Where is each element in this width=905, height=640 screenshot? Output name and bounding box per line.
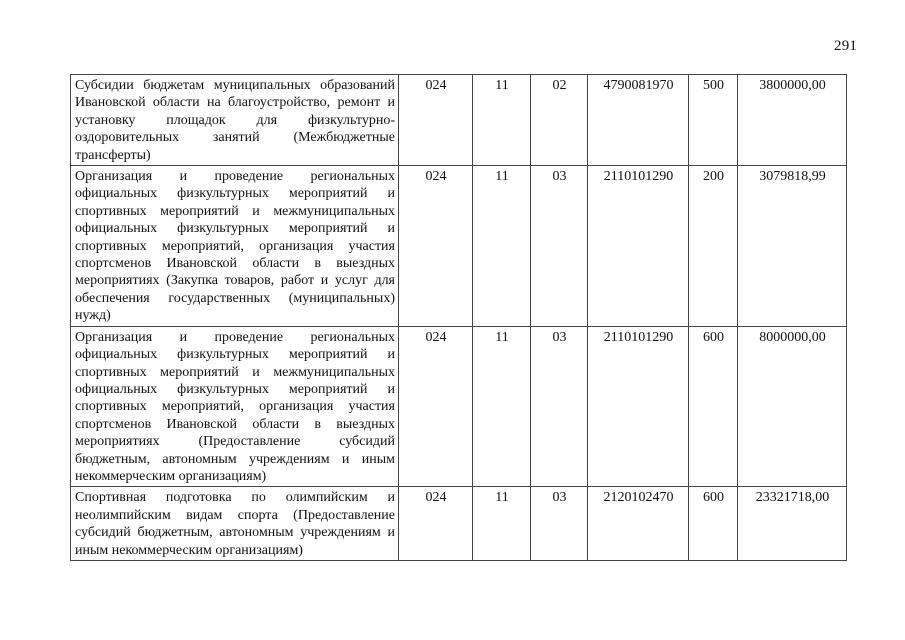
target-article-code: 2120102470 <box>588 487 689 561</box>
target-article-code: 2110101290 <box>588 326 689 487</box>
section-code: 11 <box>473 75 531 166</box>
subsection-code: 02 <box>531 75 588 166</box>
row-description: Субсидии бюджетам муниципальных образований Ивановской области на благоустройство, ремонт и установку площадок для физкультурно-оздоровительных занятий (Межбюджетные трансферты) <box>71 75 399 166</box>
target-article-code: 2110101290 <box>588 166 689 327</box>
expense-type-code: 200 <box>689 166 738 327</box>
row-description: Спортивная подготовка по олимпийским и неолимпийским видам спорта (Предоставление субсидий бюджетным, автономным учреждениям и иным некоммерческим организациям) <box>71 487 399 561</box>
table-row <box>71 487 847 561</box>
subsection-code: 03 <box>531 326 588 487</box>
amount-value: 23321718,00 <box>738 487 847 561</box>
expense-type-code: 600 <box>689 487 738 561</box>
admin-code: 024 <box>399 75 473 166</box>
admin-code: 024 <box>399 487 473 561</box>
row-description: Организация и проведение региональных официальных физкультурных мероприятий и спортивных мероприятий и межмуниципальных официальных физкультурных мероприятий и спортивных мероприятий, организация участия спортсменов Ивановской области в выездных мероприятиях (Предоставление субсидий бюджетным, автономным учреждениям и иным некоммерческим организациям) <box>71 326 399 487</box>
table-row <box>71 75 847 166</box>
amount-value: 3800000,00 <box>738 75 847 166</box>
section-code: 11 <box>473 326 531 487</box>
table-row <box>71 326 847 487</box>
page-number: 291 <box>834 38 858 54</box>
admin-code: 024 <box>399 326 473 487</box>
budget-table <box>70 74 847 561</box>
subsection-code: 03 <box>531 487 588 561</box>
table-row <box>71 166 847 327</box>
expense-type-code: 500 <box>689 75 738 166</box>
section-code: 11 <box>473 487 531 561</box>
target-article-code: 4790081970 <box>588 75 689 166</box>
subsection-code: 03 <box>531 166 588 327</box>
amount-value: 3079818,99 <box>738 166 847 327</box>
expense-type-code: 600 <box>689 326 738 487</box>
row-description: Организация и проведение региональных официальных физкультурных мероприятий и спортивных мероприятий и межмуниципальных официальных физкультурных мероприятий и спортивных мероприятий, организация участия спортсменов Ивановской области в выездных мероприятиях (Закупка товаров, работ и услуг для обеспечения государственных (муниципальных) нужд) <box>71 166 399 327</box>
section-code: 11 <box>473 166 531 327</box>
amount-value: 8000000,00 <box>738 326 847 487</box>
admin-code: 024 <box>399 166 473 327</box>
